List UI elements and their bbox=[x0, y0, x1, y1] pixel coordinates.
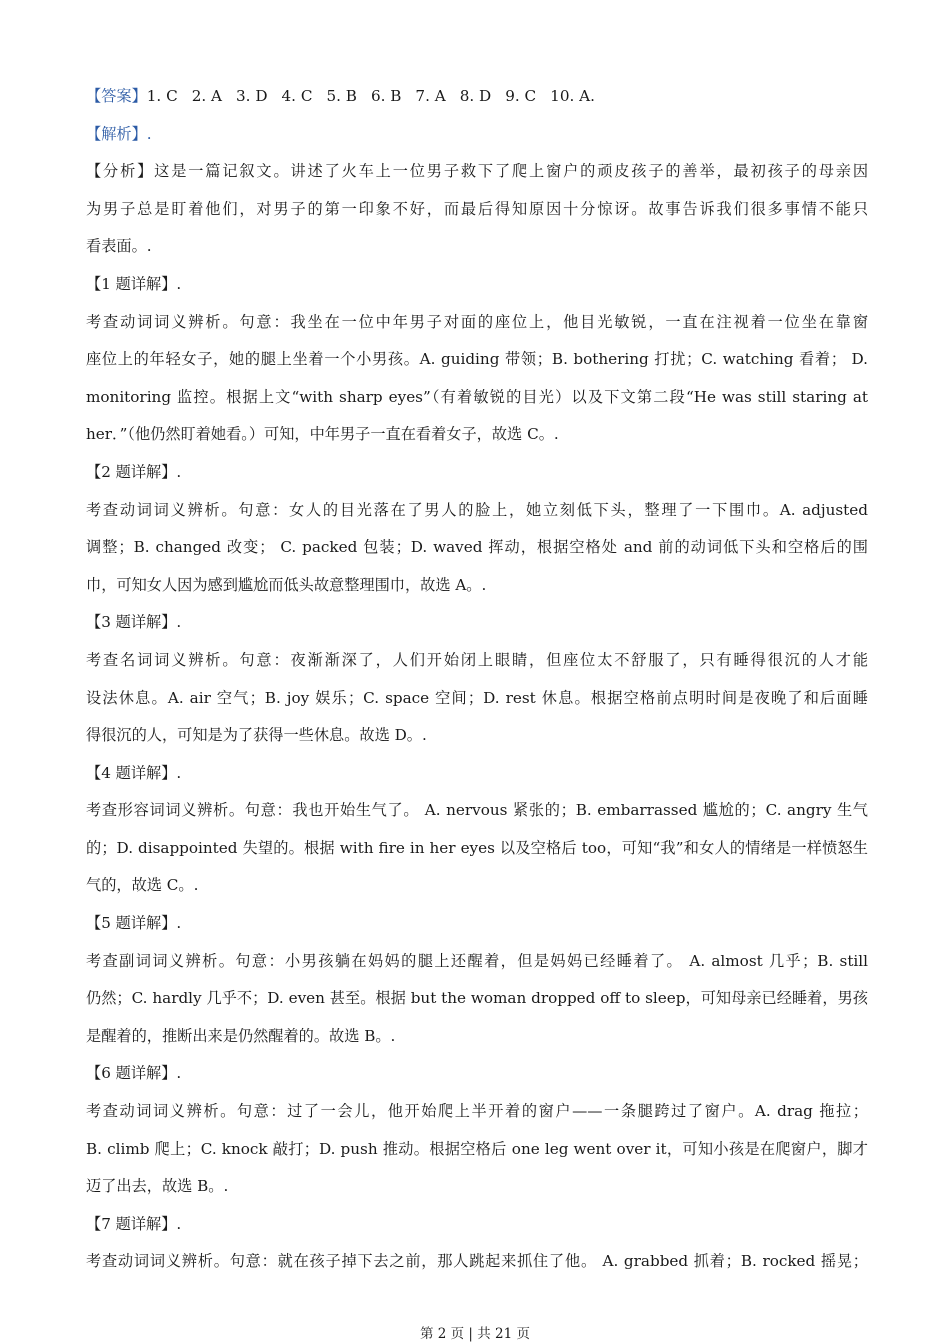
answer-item: 9. C bbox=[505, 87, 537, 105]
document-page bbox=[86, 78, 868, 1281]
section-line: monitoring 监控。根据上文“with sharp eyes”（有着敏锐的目光）以及下文第二段“He was still staring at bbox=[86, 387, 868, 406]
section-line: 得很沉的人，可知是为了获得一些休息。故选 D。. bbox=[86, 726, 427, 745]
section-line: 设法休息。A. air 空气；B. joy 娱乐；C. space 空间；D. rest 休息。根据空格前点明时间是夜晚了和后面睡 bbox=[86, 688, 868, 707]
section-line: 气的，故选 C。. bbox=[86, 876, 199, 895]
section-line: her．”（他仍然盯着她看。）可知，中年男子一直在看着女子，故选 C。. bbox=[86, 425, 559, 444]
section-line: 仍然；C. hardly 几乎不；D. even 甚至。根据 but the woman dropped off to sleep，可知母亲已经睡着，男孩 bbox=[86, 989, 868, 1008]
section-line: 考查动词词义辨析。句意：我坐在一位中年男子对面的座位上，他目光敏锐，一直在注视着一位坐在靠窗 bbox=[86, 312, 868, 331]
section-line: 考查副词词义辨析。句意：小男孩躺在妈妈的腿上还醒着，但是妈妈已经睡着了。 A. almost 几乎；B. still bbox=[86, 951, 868, 970]
section-line: 迈了出去，故选 B。. bbox=[86, 1177, 229, 1196]
section-line: 考查名词词义辨析。句意：夜渐渐深了，人们开始闭上眼睛，但座位太不舒服了，只有睡得很沉的人才能 bbox=[86, 650, 868, 669]
answer-item: 8. D bbox=[459, 87, 492, 105]
summary-line: 为男子总是盯着他们，对男子的第一印象不好，而最后得知原因十分惊讶。故事告诉我们很多事情不能只 bbox=[86, 199, 868, 218]
answer-item: 7. A bbox=[415, 87, 446, 105]
section-line: 座位上的年轻女子，她的腿上坐着一个小男孩。A. guiding 带领；B. bothering 打扰；C. watching 看着； D. bbox=[86, 350, 868, 369]
section-line: 考查形容词词义辨析。句意：我也开始生气了。 A. nervous 紧张的；B. embarrassed 尴尬的；C. angry 生气 bbox=[86, 801, 868, 820]
section-line: B. climb 爬上；C. knock 敲打；D. push 推动。根据空格后 one leg went over it，可知小孩是在爬窗户，脚才 bbox=[86, 1139, 868, 1158]
answer-item: 4. C bbox=[281, 87, 313, 105]
answer-item: 5. B bbox=[326, 87, 357, 105]
section-heading: 【2 题详解】. bbox=[86, 462, 182, 481]
section-heading: 【7 题详解】. bbox=[86, 1214, 182, 1233]
summary-line: 看表面。. bbox=[86, 237, 152, 256]
section-line: 巾，可知女人因为感到尴尬而低头故意整理围巾，故选 A。. bbox=[86, 575, 487, 594]
section-line: 是醒着的，推断出来是仍然醒着的。故选 B。. bbox=[86, 1026, 396, 1045]
section-heading: 【5 题详解】. bbox=[86, 914, 182, 933]
section-heading: 【6 题详解】. bbox=[86, 1064, 182, 1083]
analysis-label: 【解析】. bbox=[86, 124, 152, 143]
section-heading: 【1 题详解】. bbox=[86, 274, 182, 293]
answer-item: 3. D bbox=[236, 87, 268, 105]
summary-line: 【分析】这是一篇记叙文。讲述了火车上一位男子救下了爬上窗户的顽皮孩子的善举，最初孩子的母亲因 bbox=[86, 162, 868, 181]
answer-item: 1. C bbox=[146, 87, 178, 105]
section-line: 考查动词词义辨析。句意：就在孩子掉下去之前，那人跳起来抓住了他。 A. grabbed 抓着；B. rocked 摇晃； bbox=[86, 1252, 868, 1271]
section-line: 考查动词词义辨析。句意：女人的目光落在了男人的脸上，她立刻低下头，整理了一下围巾。A. adjusted bbox=[86, 500, 868, 519]
section-line: 调整；B. changed 改变； C. packed 包装；D. waved 挥动，根据空格处 and 前的动词低下头和空格后的围 bbox=[86, 538, 868, 557]
section-line: 考查动词词义辨析。句意：过了一会儿，他开始爬上半开着的窗户——一条腿跨过了窗户。A. drag 拖拉； bbox=[86, 1102, 868, 1121]
answer-line bbox=[86, 78, 868, 116]
answer-item: 2. A bbox=[191, 87, 222, 105]
section-heading: 【3 题详解】. bbox=[86, 613, 182, 632]
section-heading: 【4 题详解】. bbox=[86, 763, 182, 782]
page-footer: 第 2 页 | 共 21 页 bbox=[419, 1326, 531, 1342]
answer-item: 6. B bbox=[370, 87, 402, 105]
answer-label: 【答案】 bbox=[86, 87, 147, 105]
answer-item: 10. A. bbox=[550, 87, 595, 105]
section-line: 的；D. disappointed 失望的。根据 with fire in her eyes 以及空格后 too，可知“我”和女人的情绪是一样愤怒生 bbox=[86, 838, 868, 857]
